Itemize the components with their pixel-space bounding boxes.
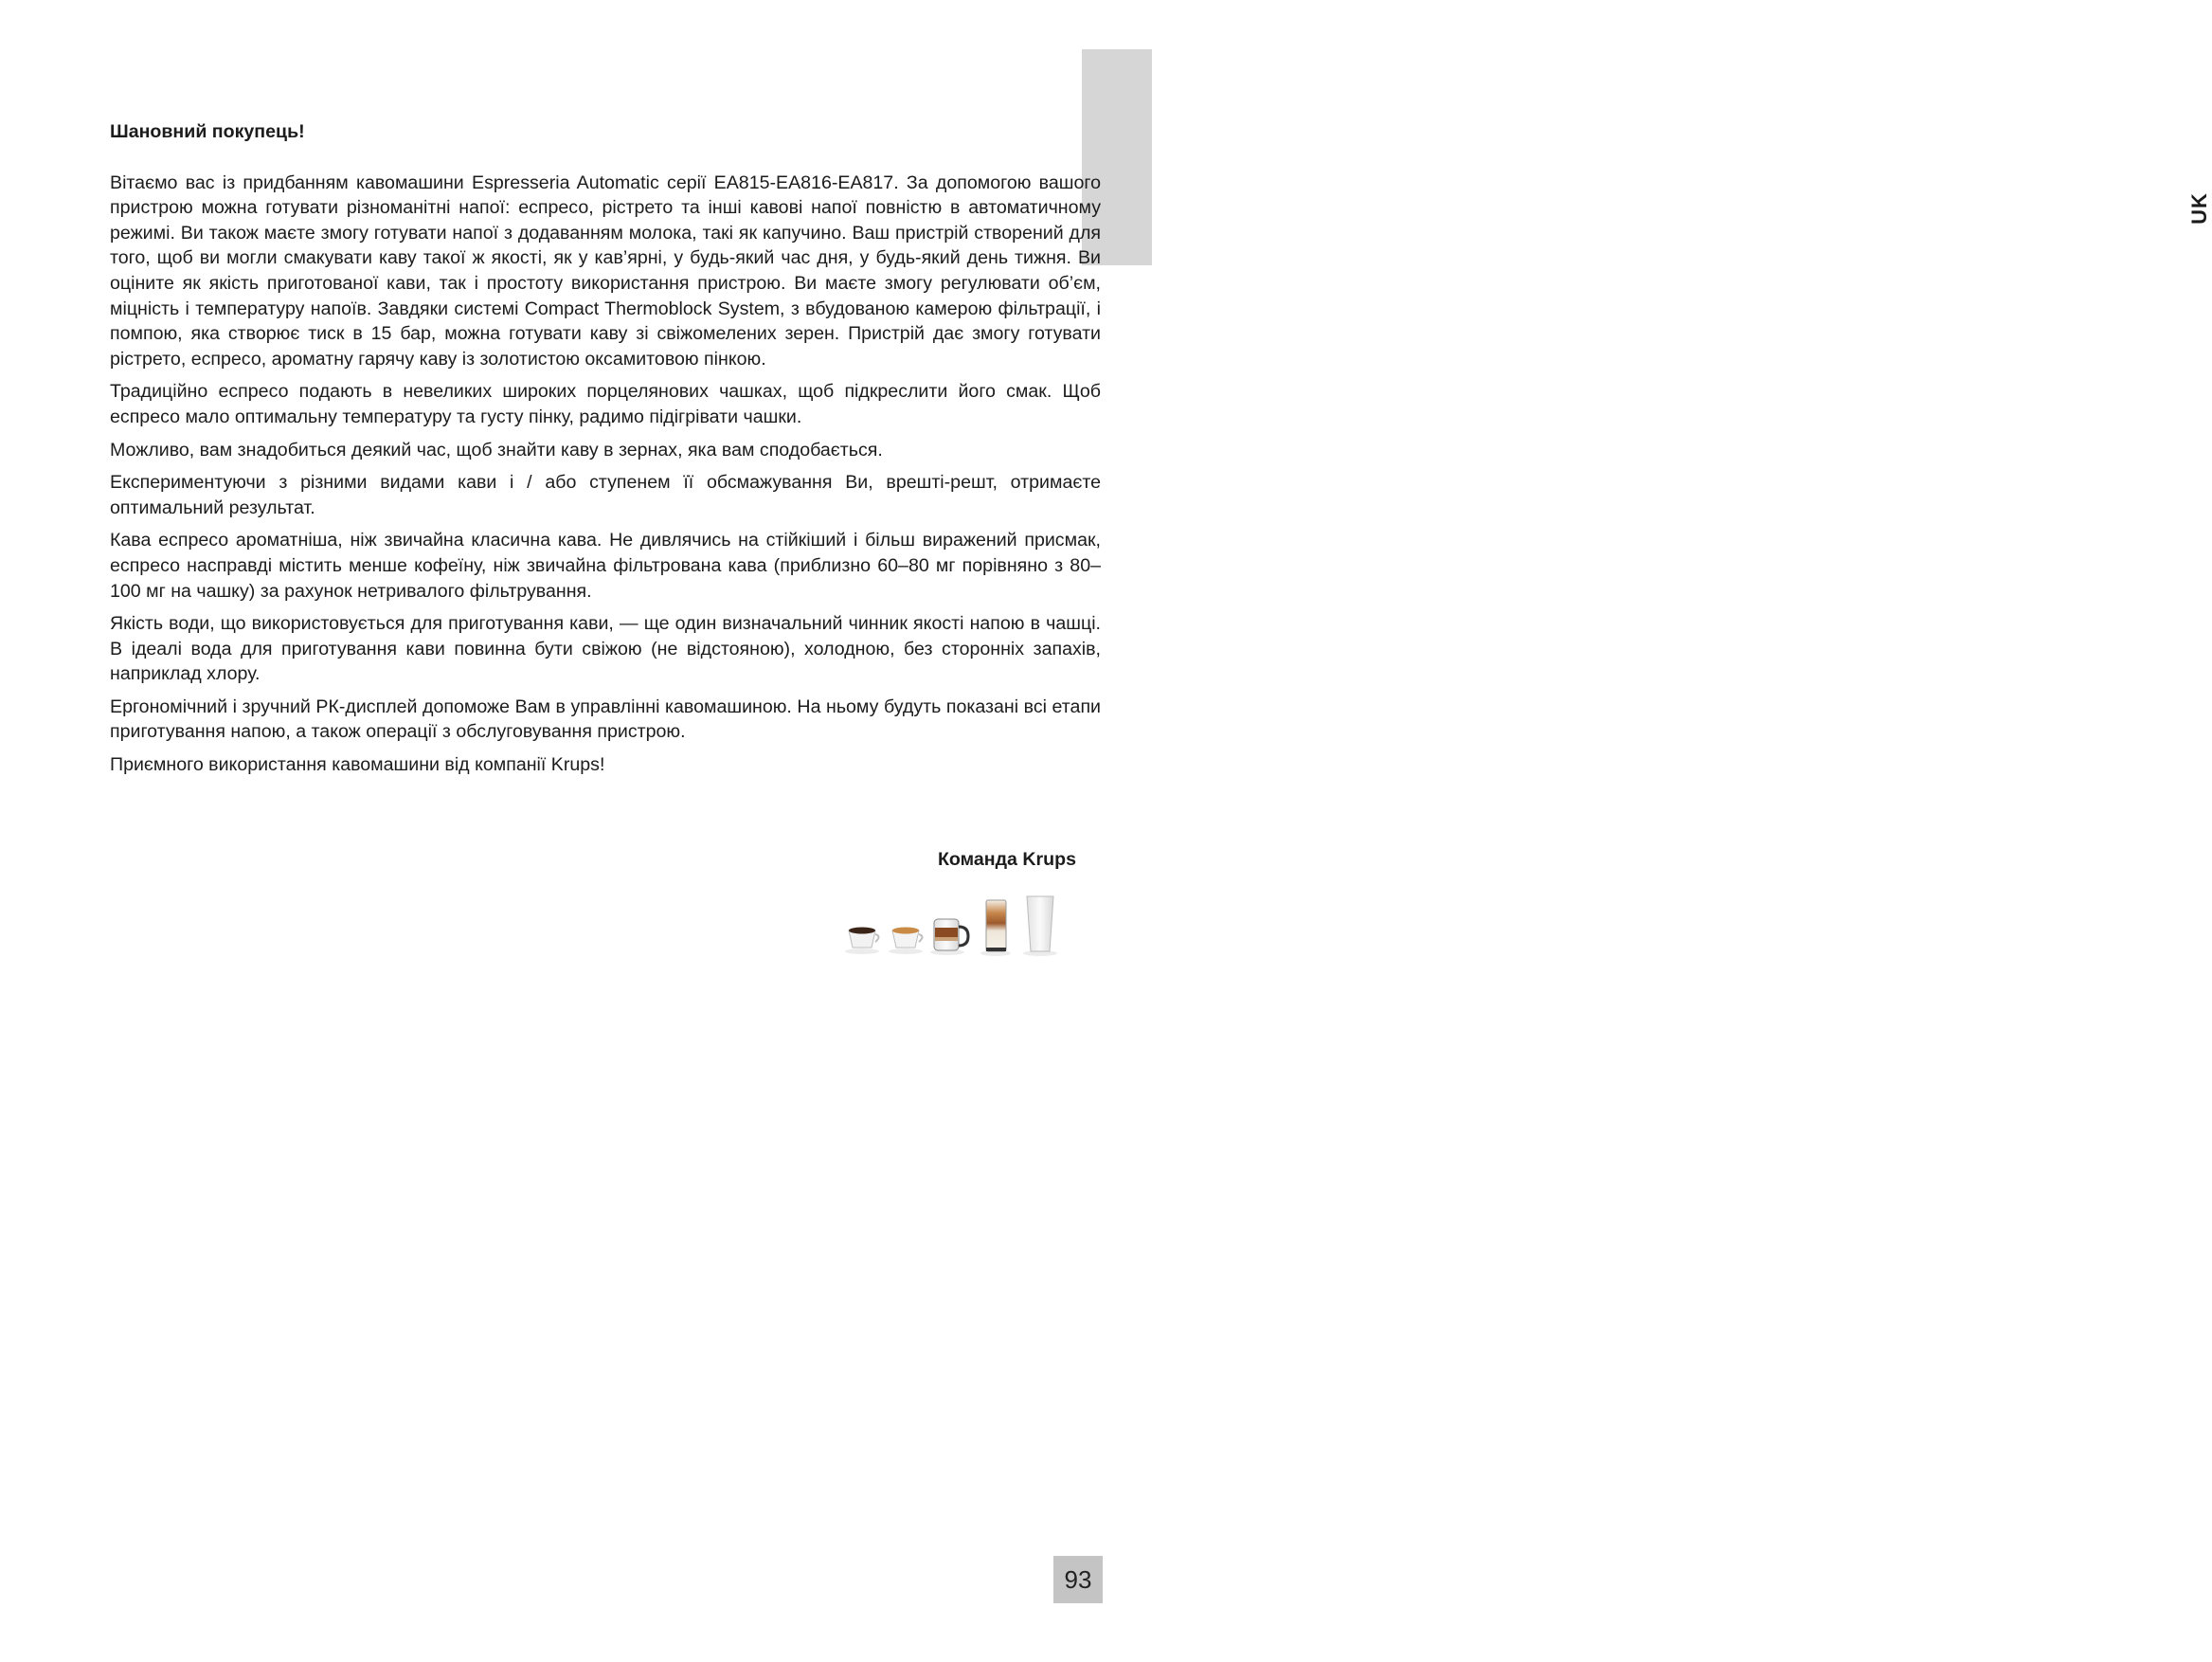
latte-glass-icon xyxy=(980,900,1011,956)
ristretto-cup-icon xyxy=(889,928,923,955)
paragraph-cups: Традиційно еспресо подають в невеликих широких порцелянових чашках, щоб підкреслити його смак. Щоб еспресо мало оптимальну температуру та густу пінку, радимо підігрівати чашки. xyxy=(110,381,1101,427)
espresso-cup-icon xyxy=(845,928,879,955)
paragraph-closing: Приємного використання кавомашини від компанії Krups! xyxy=(110,754,605,776)
greeting: Шановний покупець! xyxy=(110,121,305,142)
language-label: UK xyxy=(2187,192,2211,225)
paragraph-beans: Можливо, вам знадобиться деякий час, щоб знайти каву в зернах, яка вам сподобається. xyxy=(110,439,883,461)
paragraph-intro: Вітаємо вас із придбанням кавомашини Espresseria Automatic серії EA815-EA816-EA817. За допомогою вашого пристрою можна готувати різноманітні напої: еспресо, рістрето та інші кавові напої повністю в автоматичному режимі. Ви також маєте змогу готувати напої з додаванням молока, такі як капучино. Ваш пристрій створений для того, щоб ви могли смакувати каву такої ж якості, як у кав’ярні, у будь-який час дня, у будь-який день тижня. Ви оціните як якість приготованої кави, так і простоту використання пристрою. Ви маєте змогу регулювати об’єм, міцність і температуру напоїв. Завдяки системі Compact Thermoblock System, з вбудованою камерою фільтрації, і помпою, яка створює тиск в 15 бар, можна готувати каву зі свіжомелених зерен. Пристрій дає змогу готувати рістрето, еспресо, ароматну гарячу каву із золотистою оксамитовою пінкою. xyxy=(110,172,1101,370)
signature: Команда Krups xyxy=(937,849,1076,870)
cappuccino-glass-icon xyxy=(930,919,968,955)
milk-glass-icon xyxy=(1023,896,1057,956)
paragraph-caffeine: Кава еспресо ароматніша, ніж звичайна класична кава. Не дивлячись на стійкіший і більш виражений присмак, еспресо насправді містить менше кофеїну, ніж звичайна фільтрована кава (приблизно 60–80 мг порівняно з 80–100 мг на чашку) за рахунок нетривалого фільтрування. xyxy=(110,530,1101,602)
paragraph-water: Якість води, що використовується для приготування кави, — ще один визначальний чинник якості напою в чашці. В ідеалі вода для приготування кави повинна бути свіжою (не відстояною), холодною, без сторонніх запахів, наприклад хлору. xyxy=(110,613,1101,685)
paragraph-display: Ергономічний і зручний РК-дисплей допоможе Вам в управлінні кавомашиною. На ньому будуть показані всі етапи приготування напою, а також операції з обслуговування пристрою. xyxy=(110,696,1101,743)
page-number: 93 xyxy=(1053,1556,1103,1603)
letter-body xyxy=(110,119,1101,786)
paragraph-experiment: Експериментуючи з різними видами кави і / або ступенем її обсмажування Ви, врешті-решт, отримаєте оптимальний результат. xyxy=(110,472,1101,518)
coffee-cups-illustration xyxy=(841,891,1078,959)
